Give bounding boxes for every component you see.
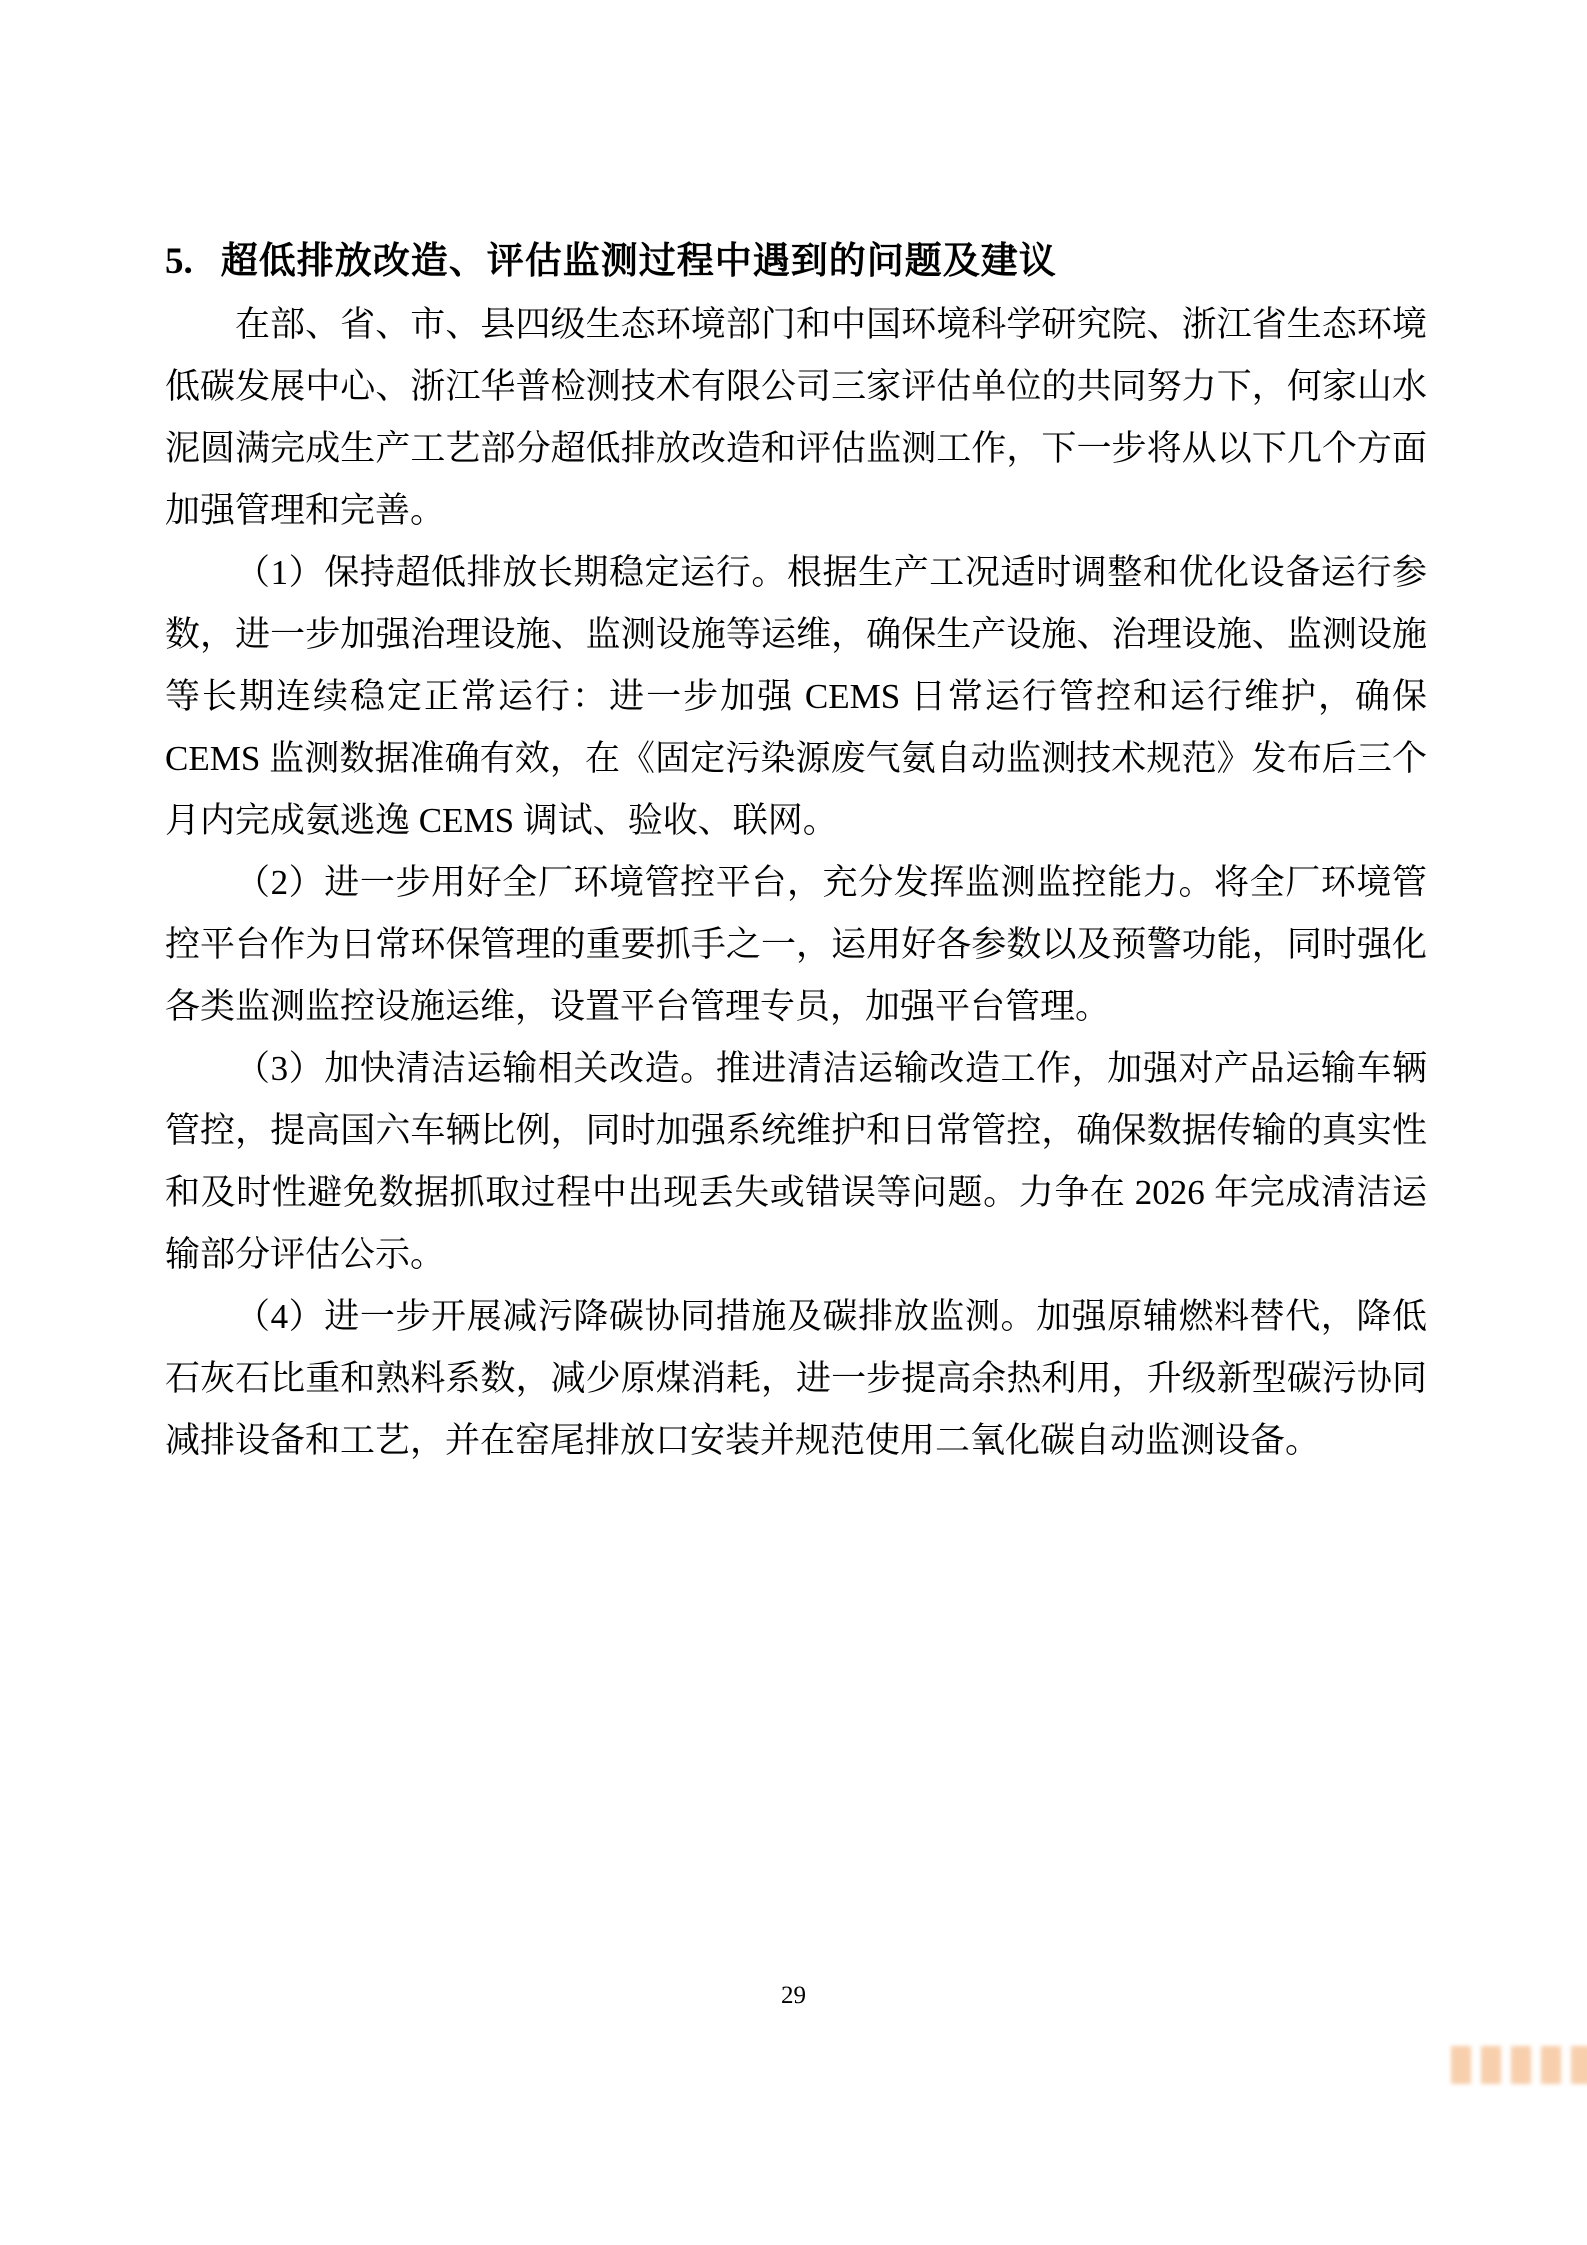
paragraph-intro: 在部、省、市、县四级生态环境部门和中国环境科学研究院、浙江省生态环境低碳发展中心、浙江华普检测技术有限公司三家评估单位的共同努力下，何家山水泥圆满完成生产工艺部分超低排放改造和评估监测工作，下一步将从以下几个方面加强管理和完善。 [165, 305, 1427, 530]
paragraph-item-1: （1）保持超低排放长期稳定运行。根据生产工况适时调整和优化设备运行参数，进一步加强治理设施、监测设施等运维，确保生产设施、治理设施、监测设施等长期连续稳定正常运行：进一步加强 CEMS 日常运行管控和运行维护，确保 CEMS 监测数据准确有效，在《固定污染源废气氨自动监测技术规范》发布后三个月内完成氨逃逸 CEMS 调试、验收、联网。 [165, 553, 1427, 840]
watermark [1451, 2046, 1587, 2084]
paragraph-item-3: （3）加快清洁运输相关改造。推进清洁运输改造工作，加强对产品运输车辆管控，提高国六车辆比例，同时加强系统维护和日常管控，确保数据传输的真实性和及时性避免数据抓取过程中出现丢失或错误等问题。力争在 2026 年完成清洁运输部分评估公示。 [165, 1049, 1427, 1274]
body-text [165, 294, 1427, 1472]
section-number: 5. [165, 240, 193, 282]
page-number: 29 [781, 1982, 806, 2009]
section-title: 超低排放改造、评估监测过程中遇到的问题及建议 [220, 239, 1057, 281]
section-heading [165, 235, 1057, 288]
paragraph-item-4: （4）进一步开展减污降碳协同措施及碳排放监测。加强原辅燃料替代，降低石灰石比重和熟料系数，减少原煤消耗，进一步提高余热利用，升级新型碳污协同减排设备和工艺，并在窑尾排放口安装并规范使用二氧化碳自动监测设备。 [165, 1297, 1427, 1460]
paragraph-item-2: （2）进一步用好全厂环境管控平台，充分发挥监测监控能力。将全厂环境管控平台作为日常环保管理的重要抓手之一，运用好各参数以及预警功能，同时强化各类监测监控设施运维，设置平台管理专员，加强平台管理。 [165, 863, 1427, 1026]
